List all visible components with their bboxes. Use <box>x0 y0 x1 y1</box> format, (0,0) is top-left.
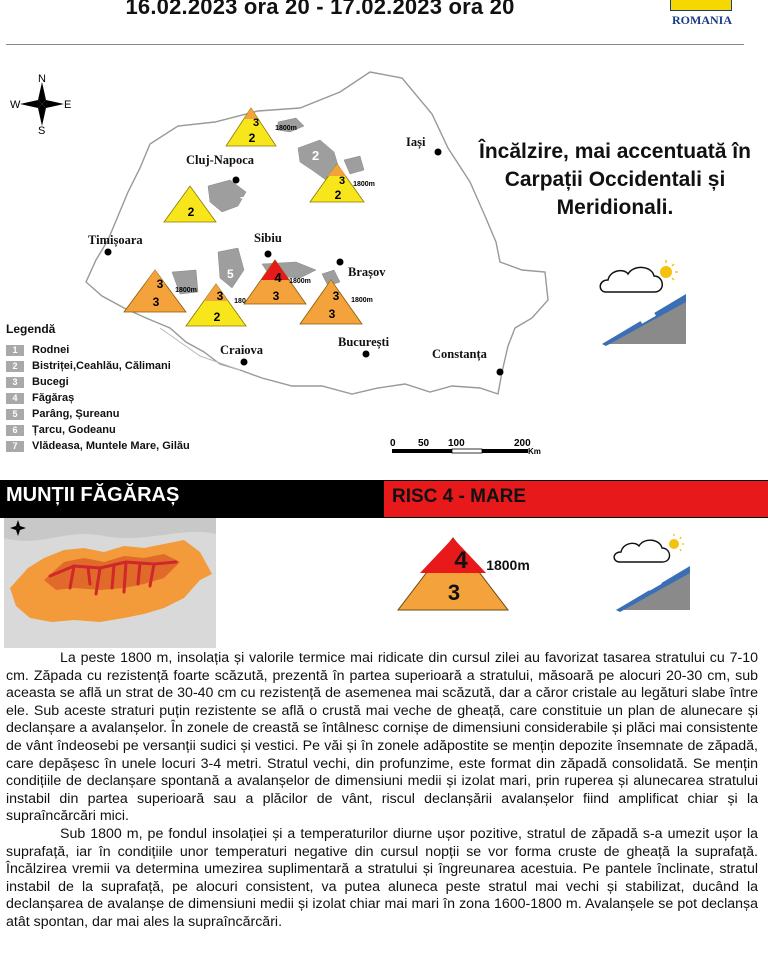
lower-risk-value: 3 <box>447 580 461 605</box>
city-iasi: Iași <box>406 135 426 149</box>
svg-text:0: 0 <box>390 438 396 449</box>
svg-text:180: 180 <box>234 298 246 305</box>
svg-text:3: 3 <box>252 117 260 129</box>
logo-country-text: ROMANIA <box>672 13 732 27</box>
paragraph-above-1800: La peste 1800 m, insolația și valorile termice mai ridicate din cursul zilei au favorizat tasarea stratului cu 7-10 cm. Zăpada cu rezistență foarte scăzută, prezentă în partea superioară a stratului, măsoară pe alocuri 20-30 cm, sub aceasta se află un strat de 30-40 cm cu rezistență de asemenea mai scăzută, dar a căror cristale au legături slabe între ele. Sub aceste straturi puțin rezistente se află o crustă mai veche de gheață, care constituie un plan de alunecare și declanșare a avalanșelor. În zonele de creastă se întâlnesc cornișe de dimensiuni considerabile și plăci mai consistente de vânt îndeosebi pe versanții sudici și vestici. Pe văi și în zonele adăpostite se mențin depozite însemnate de zăpadă, care depășesc în unele locuri 3-4 metri. Stratul vechi, din profunzime, este format din zăpadă consolidată. Se mențin condițiile de declanșare spontană a avalanșelor de dimensiuni medii și izolat mari, prin ruperea și alunecarea stratului instabil din partea superioară sau a plăcilor de vânt, riscul declanșării avalanșelor fiind amplificat chiar și la supraîncărcări mici. <box>6 650 758 825</box>
legend-item: 1 Rodnei <box>6 342 226 358</box>
city-timisoara: Timișoara <box>88 233 143 247</box>
svg-text:3: 3 <box>216 289 224 303</box>
forecast-headline: Încălzire, mai accentuată în Carpații Occidentali și Meridionali. <box>479 140 751 219</box>
city-brasov: Brașov <box>348 265 386 279</box>
legend-item: 3 Bucegi <box>6 374 226 390</box>
svg-text:3: 3 <box>152 295 160 309</box>
city-sibiu: Sibiu <box>254 231 282 245</box>
svg-text:200: 200 <box>514 438 531 449</box>
risk-level-label: RISC 4 - MARE <box>392 486 527 507</box>
legend-item: 6 Țarcu, Godeanu <box>6 422 226 438</box>
svg-text:4: 4 <box>274 270 282 285</box>
svg-text:2: 2 <box>334 188 342 202</box>
altitude-threshold: 1800m <box>486 557 530 573</box>
svg-text:1800m: 1800m <box>275 125 297 132</box>
massif-number-7: 7 <box>240 194 248 209</box>
svg-text:3: 3 <box>328 307 336 321</box>
svg-text:1800m: 1800m <box>175 287 197 294</box>
map-legend <box>6 322 226 454</box>
forecast-description <box>6 650 758 932</box>
legend-item: 2 Bistriței,Ceahlău, Călimani <box>6 358 226 374</box>
legend-item: 4 Făgăraș <box>6 390 226 406</box>
compass-rose-icon <box>10 73 71 137</box>
section-title: MUNȚII FĂGĂRAȘ <box>6 484 180 506</box>
compass-n: N <box>38 73 46 85</box>
svg-text:100: 100 <box>448 438 465 449</box>
fagaras-relief-map <box>4 518 216 648</box>
legend-item: 7 Vlădeasa, Muntele Mare, Gilău <box>6 438 226 454</box>
map-scale-bar <box>390 438 541 456</box>
svg-text:1800m: 1800m <box>353 181 375 188</box>
svg-text:2: 2 <box>187 205 195 219</box>
logo-emblem <box>670 0 732 11</box>
legend-item: 5 Parâng, Șureanu <box>6 406 226 422</box>
paragraph-below-1800: Sub 1800 m, pe fondul insolației și a temperaturilor diurne ușor pozitive, stratul de zăpadă s-a umezit ușor la suprafață, iar în condițiile unor temperaturi negative din cursul nopții se vor forma cruste de gheață la suprafață. Încălzirea vremii va determina umezirea suplimentară a stratului și îngreunarea acestuia. Pe pantele înclinate, stratul instabil de la suprafață, pe alocuri consistent, va putea aluneca peste stratul mai vechi și stabilizat, ducând la declanșarea de avalanșe de dimensiuni medii și izolat chiar mai mari în zona 1600-1800 m. Avalanșele se pot declanșa atât spontan, dar mai ales la supraîncărcări. <box>6 825 758 930</box>
massif-number-5: 5 <box>227 267 234 281</box>
svg-text:1800m: 1800m <box>351 297 373 304</box>
header-divider <box>6 44 744 45</box>
svg-text:3: 3 <box>272 289 280 303</box>
city-constanta: Constanța <box>432 347 487 361</box>
svg-text:Km: Km <box>528 447 541 456</box>
svg-text:3: 3 <box>156 277 164 291</box>
legend-title: Legendă <box>6 322 56 336</box>
city-cluj-napoca: Cluj-Napoca <box>186 153 255 167</box>
fagaras-risk-triangle <box>396 536 536 612</box>
svg-text:2: 2 <box>248 131 256 145</box>
svg-text:3: 3 <box>338 175 346 187</box>
sun-cloud-slope-icon <box>598 258 690 348</box>
upper-risk-value: 4 <box>454 547 468 574</box>
meteo-romania-logo <box>662 0 742 34</box>
svg-text:3: 3 <box>332 289 340 303</box>
sun-cloud-slope-icon <box>612 532 692 612</box>
svg-text:2: 2 <box>213 310 221 324</box>
svg-text:1800m: 1800m <box>289 278 311 285</box>
compass-s: S <box>38 125 46 137</box>
compass-w: W <box>10 99 21 111</box>
city-craiova: Craiova <box>220 343 264 357</box>
massif-number-2: 2 <box>312 148 320 163</box>
compass-e: E <box>64 99 72 111</box>
forecast-period: 16.02.2023 ora 20 - 17.02.2023 ora 20 <box>125 0 515 19</box>
city-bucuresti: București <box>338 335 390 349</box>
svg-text:50: 50 <box>418 438 430 449</box>
